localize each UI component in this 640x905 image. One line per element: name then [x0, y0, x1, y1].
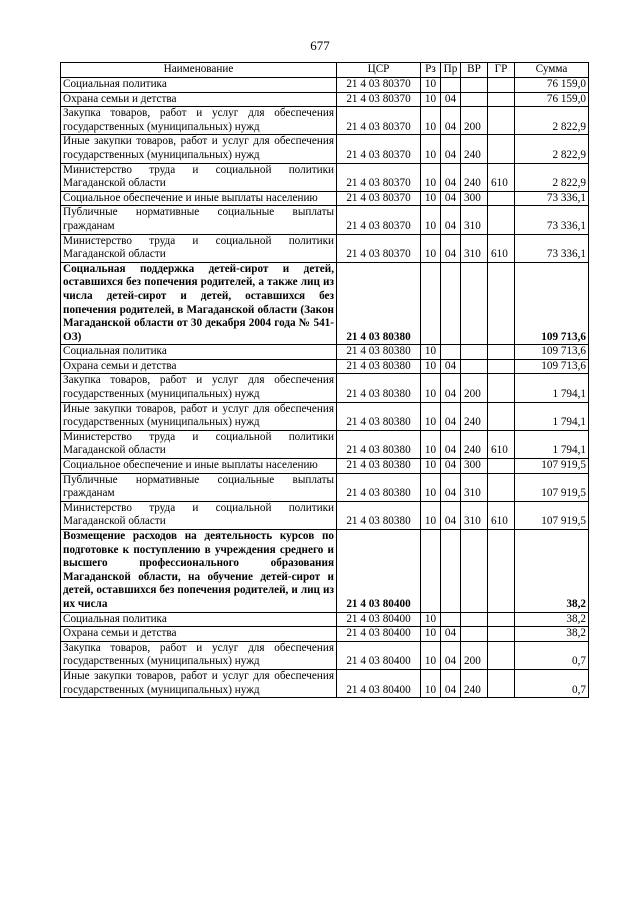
cell-sum: 38,2: [515, 530, 589, 613]
cell-vr: 310: [461, 501, 488, 529]
cell-vr: [461, 627, 488, 642]
table-row: [61, 612, 589, 627]
cell-pr: 04: [441, 402, 461, 430]
cell-sum: 73 336,1: [515, 234, 589, 262]
table-row: [61, 669, 589, 697]
cell-gr: [488, 135, 515, 163]
cell-gr: [488, 530, 515, 613]
cell-rz: 10: [421, 374, 441, 402]
table-row: [61, 191, 589, 206]
table-row: [61, 459, 589, 474]
cell-sum: 38,2: [515, 612, 589, 627]
cell-vr: 310: [461, 234, 488, 262]
cell-gr: [488, 92, 515, 107]
cell-pr: [441, 78, 461, 93]
cell-pr: [441, 612, 461, 627]
cell-name: Иные закупки товаров, работ и услуг для обеспечения государственных (муниципальных) нужд: [61, 135, 337, 163]
cell-rz: 10: [421, 402, 441, 430]
cell-gr: [488, 107, 515, 135]
cell-vr: 200: [461, 641, 488, 669]
cell-sum: 73 336,1: [515, 206, 589, 234]
header-gr: ГР: [488, 63, 515, 78]
cell-sum: 107 919,5: [515, 501, 589, 529]
cell-name: Охрана семьи и детства: [61, 359, 337, 374]
cell-pr: 04: [441, 206, 461, 234]
cell-gr: 610: [488, 501, 515, 529]
cell-csr: 21 4 03 80400: [337, 612, 421, 627]
cell-csr: 21 4 03 80370: [337, 135, 421, 163]
cell-sum: 109 713,6: [515, 345, 589, 360]
cell-csr: 21 4 03 80370: [337, 92, 421, 107]
cell-name: Возмещение расходов на деятельность курсов по подготовке к поступлению в учреждения среднего и высшего профессионального образования Магаданской области, на обучение детей-сирот и детей, оставшихся без попечения родителей, и лиц из их числа: [61, 530, 337, 613]
cell-rz: 10: [421, 459, 441, 474]
cell-pr: 04: [441, 163, 461, 191]
cell-csr: 21 4 03 80380: [337, 345, 421, 360]
cell-name: Социальная поддержка детей-сирот и детей, оставшихся без попечения родителей, а также лиц из числа детей-сирот и детей, оставшихся без попечения родителей, в Магаданской области (Закон Магаданской области от 30 декабря 2004 года № 541-ОЗ): [61, 262, 337, 345]
cell-rz: 10: [421, 163, 441, 191]
cell-gr: [488, 262, 515, 345]
table-row: [61, 530, 589, 613]
cell-rz: 10: [421, 92, 441, 107]
header-pr: Пр: [441, 63, 461, 78]
cell-pr: 04: [441, 359, 461, 374]
cell-sum: 107 919,5: [515, 473, 589, 501]
cell-pr: 04: [441, 92, 461, 107]
cell-name: Иные закупки товаров, работ и услуг для обеспечения государственных (муниципальных) нужд: [61, 669, 337, 697]
cell-name: Социальное обеспечение и иные выплаты населению: [61, 191, 337, 206]
cell-rz: [421, 262, 441, 345]
cell-vr: 300: [461, 459, 488, 474]
cell-pr: 04: [441, 627, 461, 642]
cell-name: Социальная политика: [61, 78, 337, 93]
cell-csr: 21 4 03 80380: [337, 374, 421, 402]
table-row: [61, 206, 589, 234]
cell-pr: 04: [441, 459, 461, 474]
cell-rz: 10: [421, 345, 441, 360]
table-row: [61, 359, 589, 374]
table-row: [61, 234, 589, 262]
cell-rz: 10: [421, 234, 441, 262]
cell-gr: 610: [488, 234, 515, 262]
cell-name: Социальная политика: [61, 345, 337, 360]
header-sum: Сумма: [515, 63, 589, 78]
cell-gr: [488, 78, 515, 93]
page-number: 677: [310, 38, 330, 53]
table-header-row: [61, 63, 589, 78]
cell-sum: 2 822,9: [515, 107, 589, 135]
table-body: [61, 78, 589, 698]
table-row: [61, 473, 589, 501]
cell-pr: 04: [441, 430, 461, 458]
cell-vr: 310: [461, 473, 488, 501]
header-vr: ВР: [461, 63, 488, 78]
cell-rz: 10: [421, 473, 441, 501]
cell-vr: 240: [461, 669, 488, 697]
cell-name: Публичные нормативные социальные выплаты гражданам: [61, 473, 337, 501]
table-row: [61, 374, 589, 402]
table-row: [61, 135, 589, 163]
cell-csr: 21 4 03 80380: [337, 262, 421, 345]
cell-name: Социальное обеспечение и иные выплаты населению: [61, 459, 337, 474]
cell-vr: [461, 530, 488, 613]
cell-vr: 200: [461, 107, 488, 135]
cell-rz: 10: [421, 78, 441, 93]
cell-name: Охрана семьи и детства: [61, 627, 337, 642]
cell-gr: [488, 191, 515, 206]
cell-name: Иные закупки товаров, работ и услуг для обеспечения государственных (муниципальных) нужд: [61, 402, 337, 430]
table-row: [61, 641, 589, 669]
cell-csr: 21 4 03 80400: [337, 641, 421, 669]
cell-vr: 240: [461, 402, 488, 430]
cell-sum: 38,2: [515, 627, 589, 642]
cell-sum: 0,7: [515, 641, 589, 669]
table-row: [61, 402, 589, 430]
cell-csr: 21 4 03 80380: [337, 359, 421, 374]
cell-rz: 10: [421, 135, 441, 163]
budget-table: [60, 62, 589, 698]
cell-pr: 04: [441, 234, 461, 262]
table-row: [61, 92, 589, 107]
cell-sum: 2 822,9: [515, 163, 589, 191]
cell-csr: 21 4 03 80380: [337, 430, 421, 458]
cell-rz: 10: [421, 430, 441, 458]
cell-pr: 04: [441, 374, 461, 402]
cell-rz: 10: [421, 627, 441, 642]
cell-pr: 04: [441, 473, 461, 501]
table-row: [61, 107, 589, 135]
cell-vr: [461, 262, 488, 345]
cell-csr: 21 4 03 80370: [337, 206, 421, 234]
cell-rz: 10: [421, 501, 441, 529]
cell-name: Закупка товаров, работ и услуг для обеспечения государственных (муниципальных) нужд: [61, 107, 337, 135]
cell-sum: 73 336,1: [515, 191, 589, 206]
header-rz: Рз: [421, 63, 441, 78]
cell-vr: [461, 359, 488, 374]
cell-sum: 1 794,1: [515, 430, 589, 458]
cell-sum: 1 794,1: [515, 402, 589, 430]
cell-sum: 76 159,0: [515, 78, 589, 93]
cell-rz: 10: [421, 669, 441, 697]
cell-csr: 21 4 03 80380: [337, 459, 421, 474]
table-row: [61, 345, 589, 360]
cell-vr: 200: [461, 374, 488, 402]
cell-pr: 04: [441, 135, 461, 163]
cell-vr: [461, 612, 488, 627]
cell-name: Министерство труда и социальной политики Магаданской области: [61, 430, 337, 458]
cell-csr: 21 4 03 80370: [337, 78, 421, 93]
cell-rz: 10: [421, 206, 441, 234]
cell-csr: 21 4 03 80400: [337, 669, 421, 697]
cell-csr: 21 4 03 80380: [337, 402, 421, 430]
cell-vr: 300: [461, 191, 488, 206]
cell-pr: 04: [441, 107, 461, 135]
cell-sum: 0,7: [515, 669, 589, 697]
table-row: [61, 430, 589, 458]
cell-gr: [488, 345, 515, 360]
cell-sum: 2 822,9: [515, 135, 589, 163]
cell-pr: [441, 345, 461, 360]
cell-gr: [488, 459, 515, 474]
cell-gr: [488, 359, 515, 374]
cell-gr: [488, 402, 515, 430]
cell-gr: [488, 641, 515, 669]
cell-csr: 21 4 03 80380: [337, 501, 421, 529]
cell-gr: [488, 473, 515, 501]
cell-vr: [461, 92, 488, 107]
cell-csr: 21 4 03 80400: [337, 627, 421, 642]
cell-sum: 76 159,0: [515, 92, 589, 107]
cell-vr: 240: [461, 135, 488, 163]
cell-csr: 21 4 03 80400: [337, 530, 421, 613]
cell-vr: 240: [461, 430, 488, 458]
cell-rz: 10: [421, 191, 441, 206]
cell-vr: [461, 345, 488, 360]
cell-csr: 21 4 03 80380: [337, 473, 421, 501]
cell-csr: 21 4 03 80370: [337, 191, 421, 206]
cell-sum: 107 919,5: [515, 459, 589, 474]
cell-rz: 10: [421, 359, 441, 374]
cell-rz: [421, 530, 441, 613]
cell-gr: [488, 206, 515, 234]
cell-name: Социальная политика: [61, 612, 337, 627]
cell-pr: [441, 262, 461, 345]
cell-name: Публичные нормативные социальные выплаты гражданам: [61, 206, 337, 234]
header-name: Наименование: [61, 63, 337, 78]
cell-vr: 240: [461, 163, 488, 191]
cell-gr: [488, 669, 515, 697]
cell-sum: 1 794,1: [515, 374, 589, 402]
cell-gr: [488, 612, 515, 627]
cell-rz: 10: [421, 641, 441, 669]
cell-name: Закупка товаров, работ и услуг для обеспечения государственных (муниципальных) нужд: [61, 374, 337, 402]
table-row: [61, 627, 589, 642]
cell-name: Закупка товаров, работ и услуг для обеспечения государственных (муниципальных) нужд: [61, 641, 337, 669]
cell-sum: 109 713,6: [515, 262, 589, 345]
header-csr: ЦСР: [337, 63, 421, 78]
cell-name: Министерство труда и социальной политики Магаданской области: [61, 163, 337, 191]
table-row: [61, 78, 589, 93]
cell-rz: 10: [421, 612, 441, 627]
cell-vr: 310: [461, 206, 488, 234]
cell-name: Министерство труда и социальной политики Магаданской области: [61, 501, 337, 529]
cell-csr: 21 4 03 80370: [337, 107, 421, 135]
table-row: [61, 501, 589, 529]
cell-pr: 04: [441, 501, 461, 529]
cell-pr: 04: [441, 191, 461, 206]
cell-gr: [488, 627, 515, 642]
table-row: [61, 163, 589, 191]
cell-name: Охрана семьи и детства: [61, 92, 337, 107]
cell-pr: 04: [441, 641, 461, 669]
cell-pr: [441, 530, 461, 613]
cell-rz: 10: [421, 107, 441, 135]
cell-csr: 21 4 03 80370: [337, 234, 421, 262]
cell-gr: 610: [488, 163, 515, 191]
cell-name: Министерство труда и социальной политики Магаданской области: [61, 234, 337, 262]
cell-sum: 109 713,6: [515, 359, 589, 374]
cell-csr: 21 4 03 80370: [337, 163, 421, 191]
cell-gr: 610: [488, 430, 515, 458]
cell-gr: [488, 374, 515, 402]
cell-pr: 04: [441, 669, 461, 697]
cell-vr: [461, 78, 488, 93]
table-row: [61, 262, 589, 345]
